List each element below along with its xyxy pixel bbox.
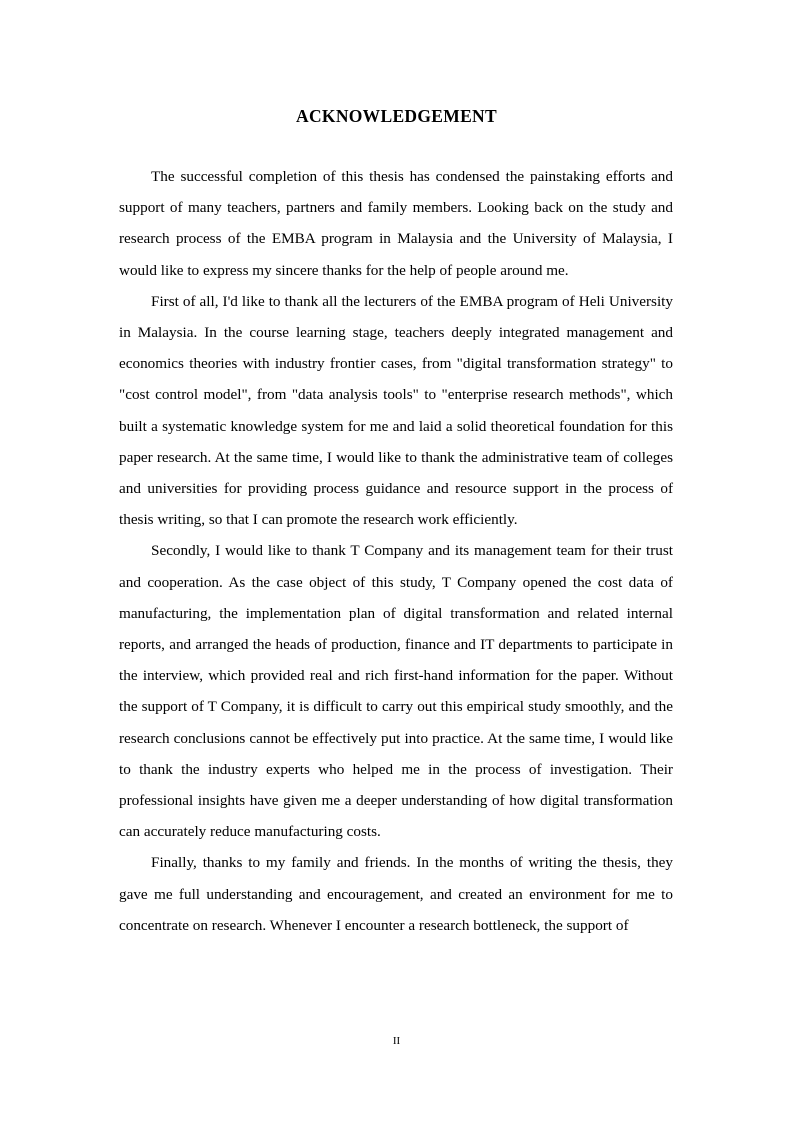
- paragraph-intro: The successful completion of this thesis has condensed the painstaking efforts and support of many teachers, partners and family members. Looking back on the study and research process of the EMBA program in Malaysia and the University of Malaysia, I would like to express my sincere thanks for the help of people around me.: [119, 168, 673, 279]
- page-number: II: [392, 1035, 401, 1047]
- page-title: ACKNOWLEDGEMENT: [296, 106, 497, 126]
- paragraph-family: Finally, thanks to my family and friends. In the months of writing the thesis, they gave me full understanding and encouragement, and created an environment for me to concentrate on research. Whenever I encounter a research bottleneck, the support of: [119, 854, 673, 934]
- body-text: [119, 161, 673, 941]
- paragraph-lecturers: First of all, I'd like to thank all the lecturers of the EMBA program of Heli University in Malaysia. In the course learning stage, teachers deeply integrated management and economics theories with industry frontier cases, from "digital transformation strategy" to "cost control model", from "data analysis tools" to "enterprise research methods", which built a systematic knowledge system for me and laid a solid theoretical foundation for this paper research. At the same time, I would like to thank the administrative team of colleges and universities for providing process guidance and resource support in the process of thesis writing, so that I can promote the research work efficiently.: [119, 292, 673, 529]
- paragraph-company: Secondly, I would like to thank T Company and its management team for their trust and cooperation. As the case object of this study, T Company opened the cost data of manufacturing, the implementation plan of digital transformation and related internal reports, and arranged the heads of production, finance and IT departments to participate in the interview, which provided real and rich first-hand information for the paper. Without the support of T Company, it is difficult to carry out this empirical study smoothly, and the research conclusions cannot be effectively put into practice. At the same time, I would like to thank the industry experts who helped me in the process of investigation. Their professional insights have given me a deeper understanding of how digital transformation can accurately reduce manufacturing costs.: [119, 542, 673, 841]
